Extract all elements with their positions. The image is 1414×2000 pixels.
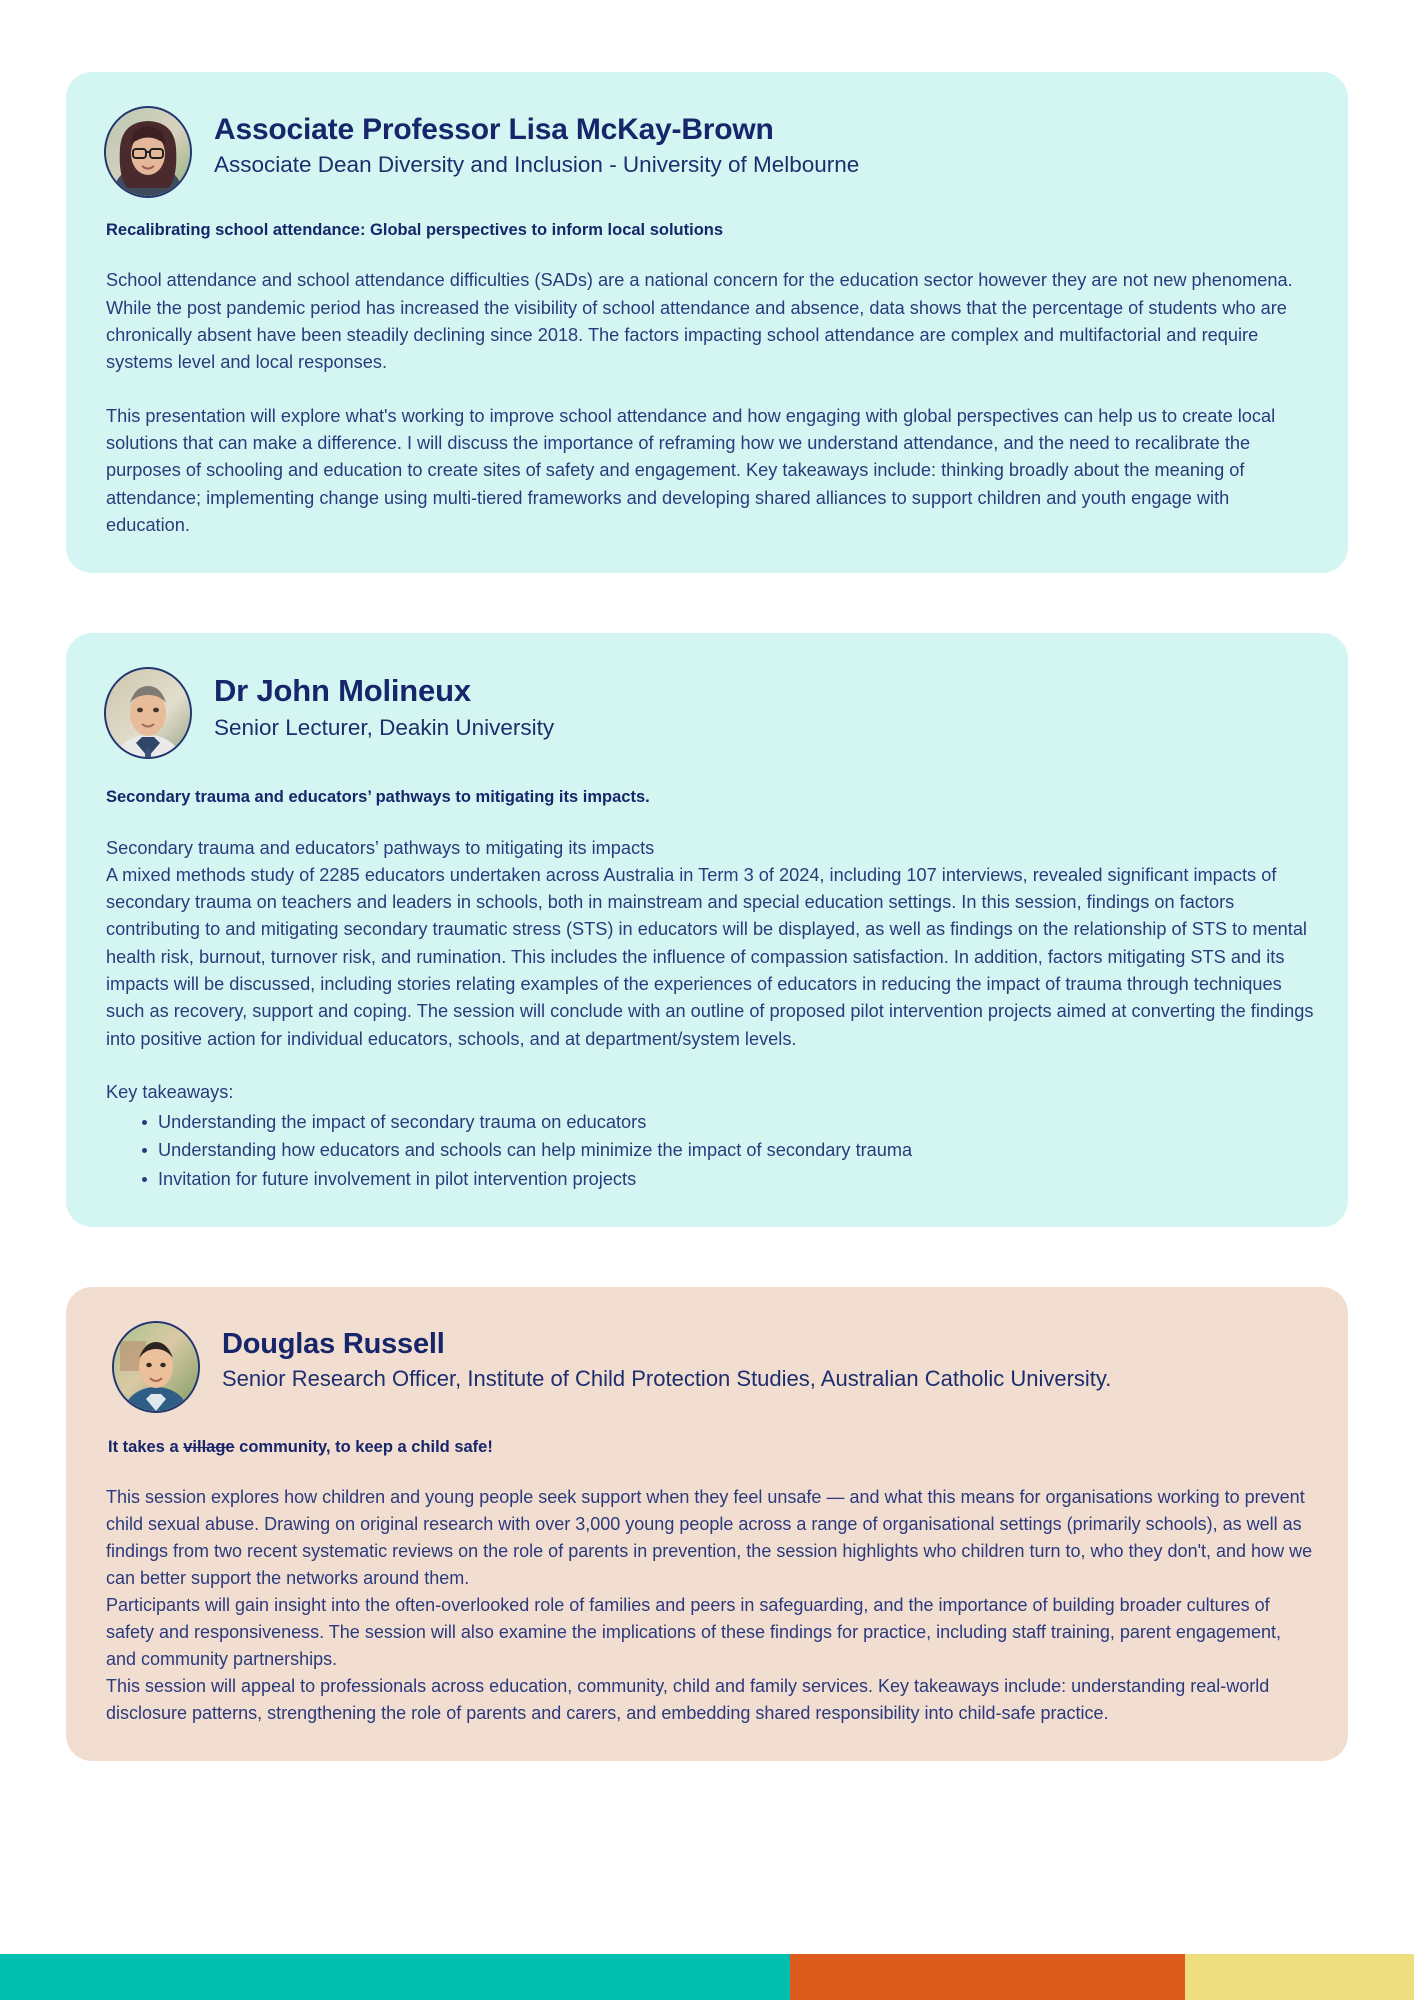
talk-paragraph: This session explores how children and young people seek support when they feel unsafe — and what this means for organisations working to prevent child sexual abuse. Drawing on original research with over 3,000 young people across a range of organisational settings (primarily schools), as well as findings from two recent systematic reviews on the role of parents in prevention, the session highlights who children turn to, who they don't, and how we can better support the networks around them. (106, 1487, 1313, 1589)
talk-title (108, 1437, 1314, 1458)
talk-paragraph: This session will appeal to professionals across education, community, child and family services. Key takeaways include: understanding real-world disclosure patterns, strengthening the role of parents and carers, and embedding shared responsibility into child-safe practice. (106, 1676, 1270, 1724)
talk-paragraph: Participants will gain insight into the often-overlooked role of families and peers in safeguarding, and the importance of building broader cultures of safety and responsiveness. The session will also examine the implications of these findings for practice, including staff training, parent engagement, and community partnerships. (106, 1595, 1281, 1670)
portrait-image (114, 1323, 198, 1411)
header-text (214, 106, 859, 180)
portrait-image (106, 669, 190, 757)
speaker-name: Associate Professor Lisa McKay-Brown (214, 113, 774, 146)
avatar (104, 106, 192, 198)
talk-title: Recalibrating school attendance: Global perspectives to inform local solutions (106, 221, 724, 239)
footer-segment-orange (790, 1954, 1185, 2000)
header-text (222, 1321, 1111, 1393)
card-header (94, 1321, 1314, 1413)
avatar (104, 667, 192, 759)
talk-title: Secondary trauma and educators’ pathways to mitigating its impacts. (106, 788, 650, 807)
footer-segment-yellow (1185, 1954, 1414, 2000)
header-text (214, 667, 554, 742)
card-body (94, 1437, 1314, 1727)
speaker-card-lisa-mckay-brown (66, 72, 1348, 573)
takeaways-label: Key takeaways: (106, 1081, 234, 1102)
speaker-role: Senior Research Officer, Institute of Child Protection Studies, Australian Catholic University. (222, 1366, 1112, 1392)
talk-paragraph: School attendance and school attendance difficulties (SADs) are a national concern for the education sector however they are not new phenomena. While the post pandemic period has increased the visibility of school attendance and absence, data shows that the percentage of students who are chronically absent have been steadily declining since 2018. The factors impacting school attendance are complex and multifactorial and require systems level and local responses. (106, 270, 1293, 373)
talk-title-struck: village (183, 1437, 235, 1456)
footer-color-bar (0, 1954, 1414, 2000)
takeaways-list (106, 1108, 1314, 1193)
speaker-name: Dr John Molineux (214, 673, 471, 709)
card-header (94, 667, 1314, 759)
list-item: Understanding the impact of secondary trauma on educators (142, 1108, 1314, 1136)
talk-paragraph: A mixed methods study of 2285 educators undertaken across Australia in Term 3 of 2024, including 107 interviews, revealed significant impacts of secondary trauma on teachers and leaders in schools, both in mainstream and special education settings. In this session, findings on factors contributing to and mitigating secondary traumatic stress (STS) in educators will be displayed, as well as findings on the relationship of STS to mental health risk, burnout, turnover risk, and rumination. This includes the influence of compassion satisfaction. In addition, factors mitigating STS and its impacts will be discussed, including stories relating examples of the experiences of educators in reducing the impact of trauma through techniques such as recovery, support and coping. The session will conclude with an outline of proposed pilot intervention projects aimed at converting the findings into positive action for individual educators, schools, and at department/system levels. (106, 864, 1314, 1049)
card-body (94, 220, 1314, 539)
footer-segment-teal (0, 1954, 790, 2000)
talk-paragraph: Secondary trauma and educators’ pathways to mitigating its impacts (106, 837, 655, 858)
speaker-card-john-molineux (66, 633, 1348, 1227)
avatar (112, 1321, 200, 1413)
speaker-role: Associate Dean Diversity and Inclusion - University of Melbourne (214, 152, 860, 178)
talk-title-after: community, to keep a child safe! (234, 1437, 493, 1456)
portrait-image (106, 108, 190, 196)
card-body (94, 787, 1314, 1193)
list-item: Understanding how educators and schools can help minimize the impact of secondary trauma (142, 1136, 1314, 1164)
card-header (94, 106, 1314, 198)
speaker-role: Senior Lecturer, Deakin University (214, 714, 555, 740)
speaker-card-douglas-russell (66, 1287, 1348, 1761)
talk-title-before: It takes a (108, 1437, 184, 1456)
list-item: Invitation for future involvement in pilot intervention projects (142, 1165, 1314, 1193)
talk-paragraph: This presentation will explore what's working to improve school attendance and how engaging with global perspectives can help us to create local solutions that can make a difference. I will discuss the importance of reframing how we understand attendance, and the need to recalibrate the purposes of schooling and education to create sites of safety and engagement. Key takeaways include: thinking broadly about the meaning of attendance; implementing change using multi-tiered frameworks and developing shared alliances to support children and youth engage with education. (106, 405, 1276, 535)
speaker-name: Douglas Russell (222, 1327, 445, 1360)
